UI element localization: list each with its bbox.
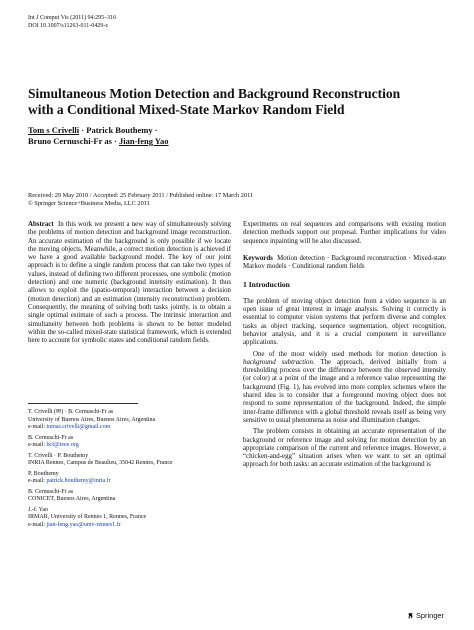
intro-paragraph-1: The problem of moving object detection from a video sequence is an open issue of great interest in image analysis. Solving it correctly is essential to computer vision systems that perform diverse and complex tasks as object tracking, sequence segmentation, object recognition, behavior analysis, and it is a crucial component in surveillance applications. — [243, 297, 446, 347]
author-2[interactable]: Patrick Bouthemy — [86, 125, 153, 135]
abstract-label: Abstract — [28, 221, 54, 228]
author-list: Tom s Crivelli · Patrick Bouthemy · Bruno Cernuschi-Fr as · Jian-feng Yao — [28, 125, 169, 146]
intro-paragraph-3: The problem consists in obtaining an accurate representation of the background or reference image and solving for motion detection by an appropriate comparison of the current and reference images. However, a “chicken-and-egg” situation arises when we want to set an optimal approach for both tasks: an accurate estimation of the background is — [243, 428, 446, 469]
affiliation-6: J.-f. Yao IRMAR, University of Rennes 1, Rennes, France e-mail: jian-feng.yao@univ-rennes1.fr — [28, 506, 147, 528]
email-link[interactable]: patrick.bouthemy@inria.fr — [46, 478, 111, 484]
email-link[interactable]: bcf@ieee.org — [46, 442, 79, 448]
email-link[interactable]: tomas.crivelli@gmail.com — [46, 424, 111, 430]
springer-horse-icon — [407, 612, 414, 619]
copyright-line: © Springer Science+Business Media, LLC 2011 — [28, 200, 150, 207]
paper-title — [28, 86, 448, 118]
dates-line: Received: 29 May 2010 / Accepted: 25 February 2011 / Published online: 17 March 2011 — [28, 192, 254, 199]
doi: DOI 10.1007/s11263-011-0429-z — [28, 23, 108, 29]
left-column — [28, 221, 231, 348]
affiliations — [28, 409, 231, 532]
publication-history — [28, 192, 448, 208]
affiliation-5: B. Cernuschi-Fr as CONICET, Buenos Aires, Argentina — [28, 488, 116, 502]
section-heading-introduction: 1 Introduction — [243, 280, 290, 290]
publisher-name: Springer — [416, 611, 444, 620]
title-line-2: with a Conditional Mixed-State Markov Random Field — [28, 102, 345, 117]
emphasis-term: background subtraction — [243, 358, 313, 366]
email-link[interactable]: jian-feng.yao@univ-rennes1.fr — [46, 521, 121, 528]
publisher-mark — [407, 611, 444, 620]
abstract — [28, 221, 231, 345]
journal-header — [28, 14, 116, 30]
keywords-label: Keywords — [243, 254, 273, 262]
affiliation-1: T. Crivelli (✉) · B. Cernuschi-Fr as University of Buenos Aires, Buenos Aires, Argentina e-mail: tomas.crivelli@gmail.com — [28, 409, 156, 430]
abstract-text: In this work we present a new way of simultaneously solving the problems of motion detection and background image reconstruction. An accurate estimation of the background is only possible if we locate the moving objects. Meanwhile, a correct motion detection is achieved if we have a good available background model. The key of our joint approach is to define a single random process that can take two types of values, instead of defining two different processes, one symbolic (motion detection) and one numeric (background intensity estimation). It thus allows to exploit the (spatio-temporal) interaction between a decision (motion detection) and an estimation (intensity reconstruction) problem. Consequently, the meaning of solving both tasks jointly, is to obtain a single optimal estimate of such a process. The intrinsic interaction and simultaneity between both problems is shown to be better modeled within the so-called mixed-state statistical framework, which is extended here to account for symbolic states and conditional random fields. — [28, 221, 231, 345]
affiliation-4: P. Bouthemy e-mail: patrick.bouthemy@inria.fr — [28, 470, 111, 484]
author-3[interactable]: Bruno Cernuschi-Fr as — [28, 136, 112, 146]
footnote-divider — [28, 403, 138, 404]
intro-paragraph-2: One of the most widely used methods for motion detection is background subtraction. The approach, derived initially from a thresholding process over the difference between the observed intensity (or color) at a point of the image and a reference value representing the background (Fig. 1), has evolved into more complex schemes where the shared idea is to consider that a foreground moving object does not respond to some representation of the background. Indeed, the simple inter-frame difference with a global threshold reveals itself as being very sensitive to usual phenomena as noise and illumination changes. — [243, 350, 447, 424]
abstract-continuation: Experiments on real sequences and comparisons with existing motion detection methods support our proposal. Further implications for video sequence inpainting will be also discussed. — [243, 221, 446, 245]
affiliation-3: T. Crivelli · P. Bouthemy INRIA Rennes, Campus de Beaulieu, 35042 Rennes, France — [28, 452, 173, 466]
author-4[interactable]: Jian-feng Yao — [119, 136, 169, 146]
keywords — [243, 255, 446, 272]
affiliation-2: B. Cernuschi-Fr as e-mail: bcf@ieee.org — [28, 434, 79, 448]
right-column — [243, 221, 446, 473]
journal-citation: Int J Comput Vis (2011) 94:295–316 — [28, 15, 117, 21]
title-line-1: Simultaneous Motion Detection and Background Reconstruction — [28, 86, 401, 101]
keywords-text: Motion detection · Background reconstruction · Mixed-state Markov models · Conditional random fields — [243, 254, 446, 271]
author-1[interactable]: Tom s Crivelli — [28, 125, 80, 135]
